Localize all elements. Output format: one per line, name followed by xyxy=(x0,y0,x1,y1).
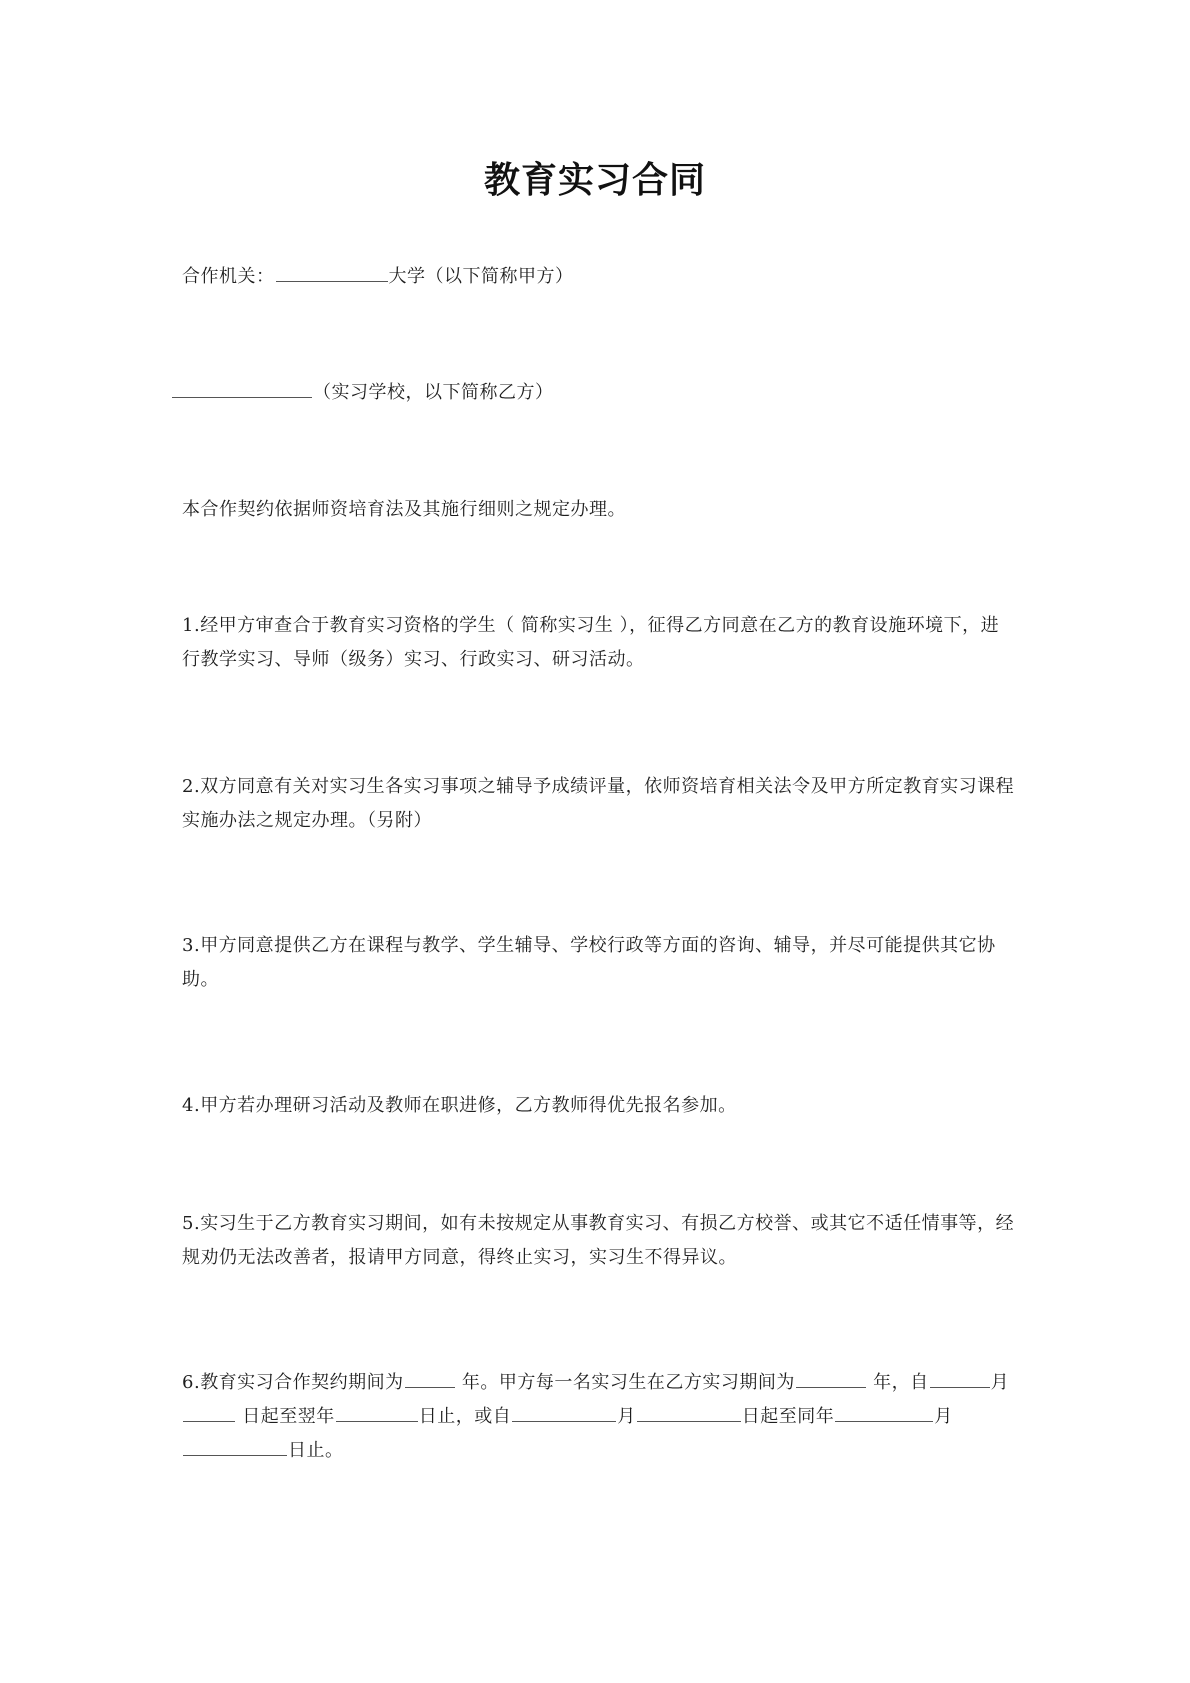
clause-3 xyxy=(182,929,1017,997)
clause-6 xyxy=(182,1366,1017,1468)
clause-6-text-to-next-year: 日起至翌年 xyxy=(236,1406,335,1427)
clause-6-text-contract-period: 教育实习合作契约期间为 xyxy=(200,1372,404,1393)
clause-text: 甲方若办理研习活动及教师在职进修，乙方教师得优先报名参加。 xyxy=(200,1095,737,1116)
alt-end-day-blank[interactable] xyxy=(183,1435,287,1456)
alt-end-month-blank[interactable] xyxy=(835,1401,933,1422)
clause-4 xyxy=(182,1089,1017,1123)
clause-number: 4. xyxy=(182,1095,201,1116)
clause-6-text-to-same-year: 日起至同年 xyxy=(741,1406,835,1427)
contract-years-blank[interactable] xyxy=(405,1367,455,1388)
clause-text: 实习生于乙方教育实习期间，如有未按规定从事教育实习、有损乙方校誉、或其它不适任情事等，经规劝仍无法改善者，报请甲方同意，得终止实习，实习生不得异议。 xyxy=(182,1213,1015,1268)
clause-2 xyxy=(182,770,1017,838)
clause-6-text-internship-period: 年。甲方每一名实习生在乙方实习期间为 xyxy=(455,1372,795,1393)
alt-start-day-blank[interactable] xyxy=(637,1401,741,1422)
clause-6-text-month-3: 月 xyxy=(934,1406,953,1427)
clause-number: 6. xyxy=(182,1372,201,1393)
clause-6-text-month-2: 月 xyxy=(617,1406,636,1427)
document-title: 教育实习合同 xyxy=(483,159,706,201)
party-b-suffix: （实习学校，以下简称乙方） xyxy=(313,382,554,403)
intro-paragraph xyxy=(182,493,1017,527)
clause-6-text-from: 年，自 xyxy=(866,1372,929,1393)
clause-text: 甲方同意提供乙方在课程与教学、学生辅导、学校行政等方面的咨询、辅导，并尽可能提供其它协助。 xyxy=(182,935,996,990)
clause-number: 1. xyxy=(182,615,201,636)
party-b-name-blank[interactable] xyxy=(172,377,312,398)
intro-text: 本合作契约依据师资培育法及其施行细则之规定办理。 xyxy=(182,499,626,520)
alt-start-month-blank[interactable] xyxy=(512,1401,616,1422)
party-a-suffix: 大学（以下简称甲方） xyxy=(388,266,574,287)
clause-1 xyxy=(182,609,1017,677)
start-month-blank[interactable] xyxy=(930,1367,990,1388)
internship-years-blank[interactable] xyxy=(796,1367,866,1388)
party-a-line xyxy=(182,260,1017,294)
clause-6-text-or-from: 日止，或自 xyxy=(418,1406,512,1427)
clause-number: 5. xyxy=(182,1213,201,1234)
party-a-name-blank[interactable] xyxy=(276,261,388,282)
start-day-blank[interactable] xyxy=(183,1401,235,1422)
clause-number: 3. xyxy=(182,935,201,956)
party-a-label: 合作机关： xyxy=(182,266,275,287)
end-date-blank[interactable] xyxy=(336,1401,418,1422)
clause-5 xyxy=(182,1207,1017,1275)
clause-number: 2. xyxy=(182,776,201,797)
clause-6-text-month: 月 xyxy=(990,1372,1010,1393)
clause-text: 双方同意有关对实习生各实习事项之辅导予成绩评量，依师资培育相关法令及甲方所定教育实习课程实施办法之规定办理。（另附） xyxy=(182,776,1015,831)
clause-text: 经甲方审查合于教育实习资格的学生（ 简称实习生 ），征得乙方同意在乙方的教育设施环境下，进行教学实习、导师（级务）实习、行政实习、研习活动。 xyxy=(182,615,1000,670)
party-b-line xyxy=(182,376,1017,410)
clause-6-text-end: 日止。 xyxy=(288,1440,344,1461)
